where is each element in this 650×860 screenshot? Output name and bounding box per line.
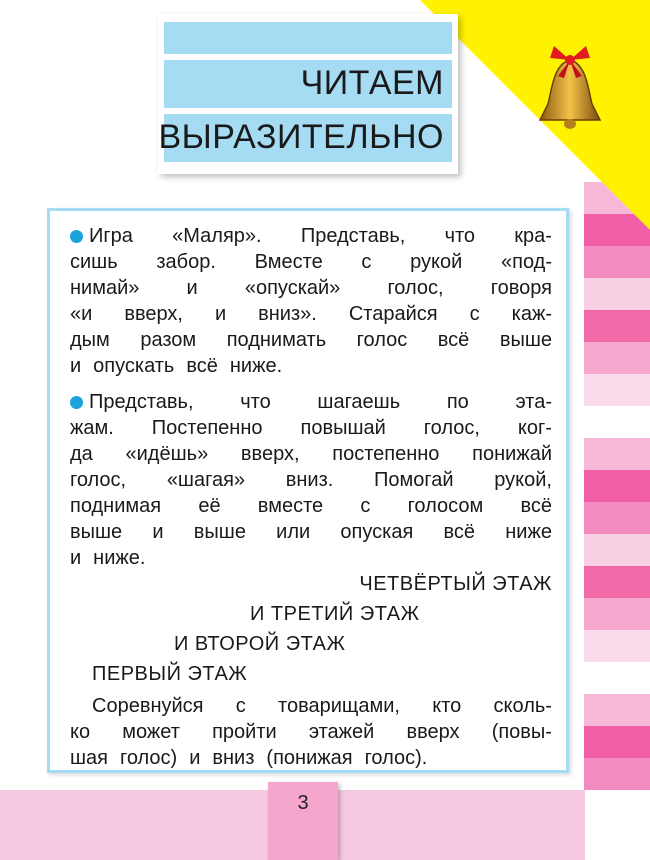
word: Представь,	[89, 391, 194, 413]
paragraph-2	[70, 389, 552, 571]
word: и	[70, 355, 82, 377]
paragraph-3	[70, 693, 552, 771]
exercise-box	[47, 208, 569, 773]
word: Соревнуйся	[92, 695, 204, 717]
text-line	[70, 249, 552, 275]
word: с	[361, 251, 372, 273]
word: рукой	[410, 251, 463, 273]
word: и	[189, 747, 201, 769]
word: и	[70, 547, 82, 569]
word: разом	[140, 329, 197, 351]
stripe	[584, 630, 650, 662]
word: и	[152, 521, 164, 543]
word: поднимая	[70, 495, 162, 517]
word: по	[446, 391, 469, 413]
word: голос)	[120, 747, 178, 769]
stripe	[584, 374, 650, 406]
word: рукой,	[494, 469, 552, 491]
word: говоря	[490, 277, 552, 299]
word: опуская	[340, 521, 414, 543]
word: «шагая»	[166, 469, 246, 491]
stripe	[584, 470, 650, 502]
word: Помогай	[374, 469, 454, 491]
text-line	[70, 745, 552, 771]
word: (повы-	[491, 721, 552, 743]
text-line	[70, 467, 552, 493]
floor-first: ПЕРВЫЙ ЭТАЖ	[92, 663, 248, 685]
text-line	[70, 441, 552, 467]
word: что	[240, 391, 271, 413]
word: шая	[70, 747, 108, 769]
text-line	[70, 327, 552, 353]
word: вместе	[257, 495, 324, 517]
text-line	[70, 493, 552, 519]
word: вниз	[212, 747, 255, 769]
text-line	[70, 353, 552, 379]
stripe	[584, 758, 650, 790]
text-line	[70, 301, 552, 327]
word: выше	[193, 521, 246, 543]
word: дым	[70, 329, 110, 351]
word: сишь	[70, 251, 118, 273]
stripe	[584, 662, 650, 694]
word: поднимать	[226, 329, 327, 351]
stripe	[584, 598, 650, 630]
floor-fourth: ЧЕТВЁРТЫЙ ЭТАЖ	[359, 573, 552, 595]
word: выше	[499, 329, 552, 351]
word: эта-	[515, 391, 552, 413]
stripe	[584, 406, 650, 438]
page-title-line1: ЧИТАЕМ	[300, 64, 444, 102]
word: всё	[437, 329, 470, 351]
floor-third: И ТРЕТИЙ ЭТАЖ	[250, 603, 420, 625]
word: товарищами,	[278, 695, 400, 717]
word: вниз.	[285, 469, 334, 491]
word: каж-	[511, 303, 552, 325]
word: вверх	[406, 721, 460, 743]
word: сколь-	[493, 695, 552, 717]
stripe	[584, 278, 650, 310]
word: ниже.	[93, 547, 146, 569]
decorative-stripes	[584, 150, 650, 790]
word: с	[360, 495, 371, 517]
word: (понижая	[266, 747, 353, 769]
text-line	[70, 519, 552, 545]
word: «идёшь»	[125, 443, 209, 465]
word: ког-	[517, 417, 552, 439]
text-line	[70, 223, 552, 249]
word: «опускай»	[244, 277, 341, 299]
stripe	[584, 438, 650, 470]
bell-with-bow-icon	[532, 40, 608, 132]
word: нимай»	[70, 277, 140, 299]
word: и	[186, 277, 198, 299]
text-line	[70, 693, 552, 719]
word: вверх,	[240, 443, 300, 465]
floor-second: И ВТОРОЙ ЭТАЖ	[174, 633, 346, 655]
word: и	[214, 303, 227, 325]
bullet-word	[70, 223, 133, 249]
stripe	[584, 502, 650, 534]
word: голос).	[364, 747, 428, 769]
word: голос	[356, 329, 408, 351]
stripe	[584, 566, 650, 598]
text-line	[70, 545, 552, 571]
bullet-icon	[70, 396, 83, 409]
word: кра-	[514, 225, 552, 247]
text-line	[70, 415, 552, 441]
word: выше	[70, 521, 123, 543]
word: Игра	[89, 225, 133, 247]
word: её	[198, 495, 221, 517]
word: Вместе	[254, 251, 323, 273]
word: «под-	[501, 251, 552, 273]
word: всё	[186, 355, 218, 377]
stripe	[584, 694, 650, 726]
word: ниже.	[229, 355, 283, 377]
word: «Маляр».	[172, 225, 262, 247]
paragraph-1	[70, 223, 552, 379]
word: вверх,	[124, 303, 183, 325]
word: голос,	[387, 277, 444, 299]
page-title-line2: ВЫРАЗИТЕЛЬНО	[158, 118, 444, 156]
word: может	[122, 721, 180, 743]
stripe	[584, 726, 650, 758]
word: опускать	[93, 355, 175, 377]
word: шагаешь	[317, 391, 401, 413]
word: «и	[70, 303, 93, 325]
word: этажей	[308, 721, 375, 743]
word: пройти	[212, 721, 277, 743]
bullet-icon	[70, 230, 83, 243]
word: Старайся	[348, 303, 438, 325]
word: всё	[520, 495, 552, 517]
stripe	[584, 246, 650, 278]
word: или	[276, 521, 311, 543]
word: постепенно	[332, 443, 440, 465]
word: ко	[70, 721, 91, 743]
word: да	[70, 443, 93, 465]
word: повышай	[300, 417, 386, 439]
stripe	[584, 534, 650, 566]
stripe	[584, 310, 650, 342]
word: что	[444, 225, 476, 247]
word: с	[235, 695, 246, 717]
word: Постепенно	[151, 417, 263, 439]
word: ниже	[505, 521, 552, 543]
word: жам.	[70, 417, 114, 439]
word: вниз».	[258, 303, 317, 325]
title-bar-top	[164, 22, 452, 54]
bullet-word	[70, 389, 194, 415]
word: всё	[443, 521, 476, 543]
page-number: 3	[297, 792, 309, 814]
page-number-box	[268, 782, 338, 860]
word: голосом	[407, 495, 484, 517]
text-line	[70, 275, 552, 301]
word: голос,	[423, 417, 480, 439]
word: забор.	[156, 251, 216, 273]
word: с	[469, 303, 480, 325]
stripe	[584, 342, 650, 374]
word: голос,	[70, 469, 127, 491]
text-line	[70, 719, 552, 745]
word: понижай	[472, 443, 552, 465]
text-line	[70, 389, 552, 415]
chapter-title-card	[158, 14, 458, 174]
word: Представь,	[300, 225, 406, 247]
word: кто	[432, 695, 462, 717]
